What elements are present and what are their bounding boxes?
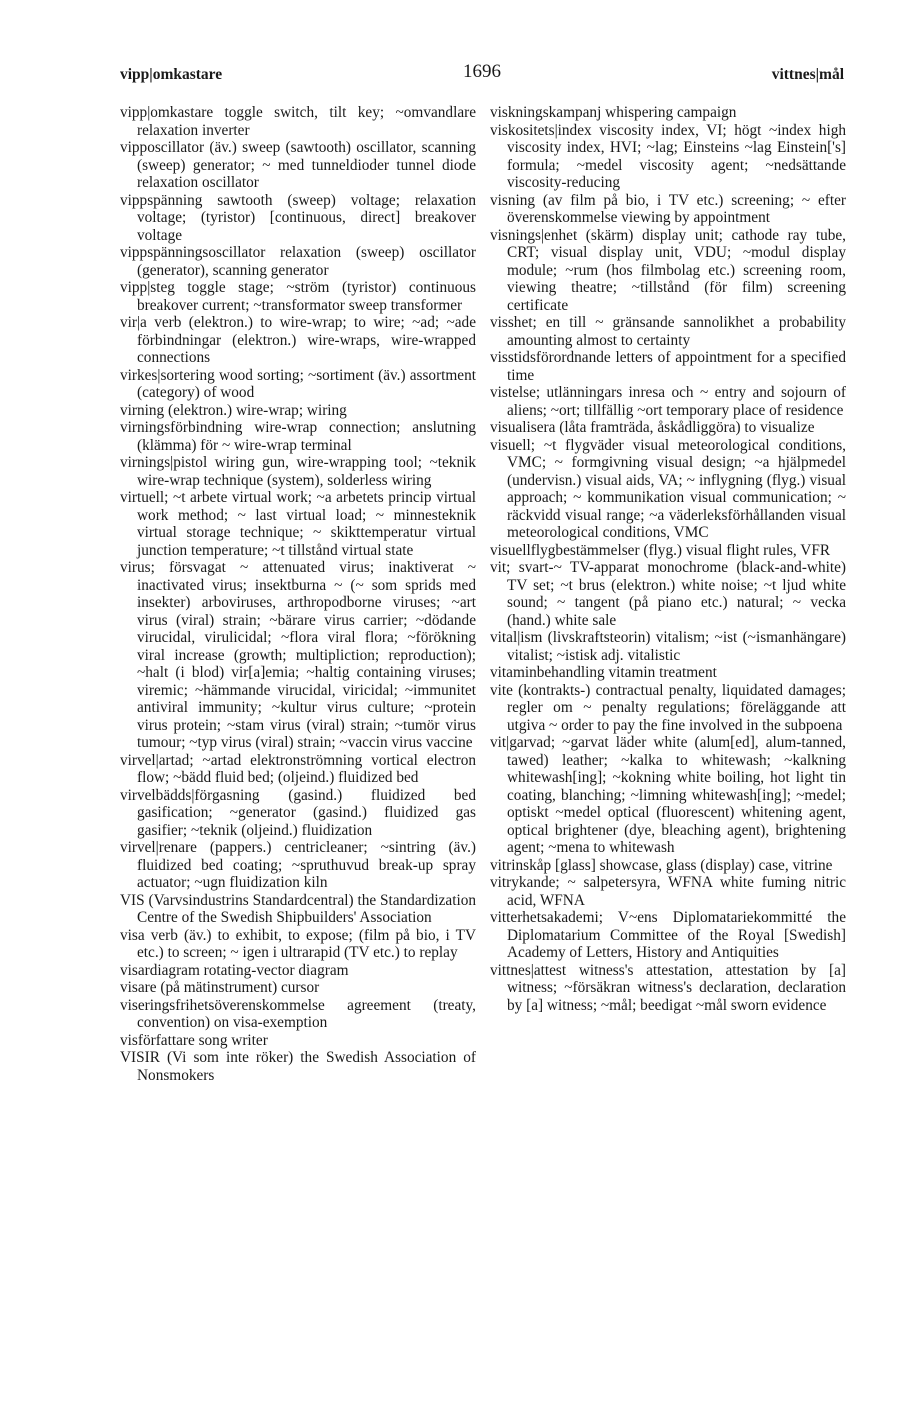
entry: visshet; en till ~ gränsande sannolikhet a probability amounting almost to certainty	[490, 314, 846, 349]
entry: visuellflygbestämmelser (flyg.) visual flight rules, VFR	[490, 541, 831, 559]
entry: vite (kontrakts-) contractual penalty, liquidated damages; regler om ~ penalty regulations; föreläggande att utgiva ~ order to pay the fine involved in the subpoena	[490, 681, 846, 734]
page-number: 1696	[463, 61, 501, 82]
left-column	[120, 104, 476, 1084]
entry: visnings|enhet (skärm) display unit; cathode ray tube, CRT; visual display unit, VDU; ~modul display module; ~rum (hos filmbolag etc.) screening room, viewing theatre; ~tillstånd (för film) screening certificate	[490, 226, 846, 314]
entry: vippspänningsoscillator relaxation (sweep) oscillator (generator), scanning generator	[120, 244, 476, 279]
entry: vippspänning sawtooth (sweep) voltage; relaxation voltage; (tyristor) [continuous, direct] breakover voltage	[120, 191, 476, 244]
entry: visare (på mätinstrument) cursor	[120, 979, 320, 996]
entry: virus; försvagat ~ attenuated virus; inaktiverat ~ inactivated virus; insektburna ~ (~ som sprids med insekter) arboviruses, arthropodborne viruses; ~art virus (viral) strain; ~bärare virus carrier; ~dödande virucidal, virulicidal; ~flora viral flora; ~förökning viral increase (growth; multipliction; reproduction); ~halt (i blod) vir[a]emia; ~haltig containing viruses; viremic; ~hämmande virucidal, viricidal; ~immunitet antiviral immunity; ~kultur virus culture; ~protein virus protein; ~stam virus (viral) strain; ~tumör virus tumour; ~typ virus (viral) strain; ~vaccin virus vaccine	[120, 559, 476, 751]
entry: vipp|omkastare toggle switch, tilt key; ~omvandlare relaxation inverter	[120, 104, 476, 139]
entry: vit; svart-~ TV-apparat monochrome (black-and-white) TV set; ~t brus (elektron.) white noise; ~t ljud white sound; ~ tangent (på piano etc.) natural; ~ vecka (hand.) white sale	[490, 559, 846, 629]
entry: virvel|artad; ~artad elektronströmning vortical electron flow; ~bädd fluid bed; (oljeind.) fluidized bed	[120, 751, 476, 786]
entry: visa verb (äv.) to exhibit, to expose; (film på bio, i TV etc.) to screen; ~ igen i ultrarapid (TV etc.) to replay	[120, 926, 476, 961]
page-header	[120, 61, 844, 88]
entry: vir|a verb (elektron.) to wire-wrap; to wire; ~ad; ~ade förbindningar (elektron.) wire-wraps, wire-wrapped connections	[120, 314, 476, 366]
entry: virkes|sortering wood sorting; ~sortiment (äv.) assortment (category) of wood	[120, 366, 476, 401]
entry: virnings|pistol wiring gun, wire-wrapping tool; ~teknik wire-wrap technique (system), solderless wiring	[120, 454, 476, 489]
left-guide-word: vipp|omkastare	[120, 66, 223, 83]
entry: vit|garvad; ~garvat läder white (alum[ed], alum-tanned, tawed) leather; ~kalka to whitewash; ~kalkning whitewash[ing]; ~kokning white boiling, hot light tin coating, blanching; ~limning whitewash[ing]; ~medel; optiskt ~medel optical (fluorescent) whitening agent, optical brightener (dye, bleaching agent), brightening agent; ~mena to whitewash	[490, 734, 846, 856]
entry: viskositets|index viscosity index, VI; högt ~index high viscosity index, HVI; ~lag; Einsteins ~lag Einstein['s] formula; ~medel viscosity agent; ~nedsättande viscosity-reducing	[490, 121, 846, 191]
entry: virvel|renare (pappers.) centricleaner; ~sintring (äv.) fluidized bed coating; ~spruthuvud break-up spray actuator; ~ugn fluidization kiln	[120, 839, 476, 891]
entry: virtuell; ~t arbete virtual work; ~a arbetets princip virtual work method; ~ last virtual load; ~ minnesteknik virtual storage technique; ~ skikttemperatur virtual junction temperature; ~t tillstånd virtual state	[120, 489, 476, 559]
entry: visstidsförordnande letters of appointment for a specified time	[490, 349, 846, 384]
entry: viskningskampanj whispering campaign	[490, 104, 737, 121]
entry: virvelbädds|förgasning (gasind.) fluidized bed gasification; ~generator (gasind.) fluidized gas gasifier; ~teknik (oljeind.) fluidization	[120, 786, 476, 839]
right-column	[490, 104, 846, 1014]
entry: visualisera (låta framträda, åskådliggöra) to visualize	[490, 419, 815, 436]
entry: vital|ism (livskraftsteorin) vitalism; ~ist (~ismanhängare) vitalist; ~istisk adj. vitalistic	[490, 629, 846, 664]
entry: virningsförbindning wire-wrap connection; anslutning (klämma) för ~ wire-wrap terminal	[120, 419, 476, 454]
entry: VIS (Varvsindustrins Standardcentral) the Standardization Centre of the Swedish Shipbuilders' Association	[120, 891, 476, 926]
entry: visardiagram rotating-vector diagram	[120, 961, 349, 979]
entry: vipp|steg toggle stage; ~ström (tyristor) continuous breakover current; ~transformator sweep transformer	[120, 279, 476, 314]
entry: vistelse; utlänningars inresa och ~ entry and sojourn of aliens; ~ort; tillfällig ~ort temporary place of residence	[490, 384, 846, 419]
entry: vitaminbehandling vitamin treatment	[490, 664, 717, 681]
entry: viseringsfrihetsöverenskommelse agreement (treaty, convention) on visa-exemption	[120, 996, 476, 1031]
entry: visning (av film på bio, i TV etc.) screening; ~ efter överenskommelse viewing by appointment	[490, 191, 846, 226]
entry: vipposcillator (äv.) sweep (sawtooth) oscillator, scanning (sweep) generator; ~ med tunneldioder tunnel diode relaxation oscillator	[120, 139, 476, 191]
right-guide-word: vittnes|mål	[771, 66, 844, 83]
entry: VISIR (Vi som inte röker) the Swedish Association of Nonsmokers	[120, 1049, 476, 1084]
entry: visförfattare song writer	[120, 1031, 268, 1049]
entry: visuell; ~t flygväder visual meteorological conditions, VMC; ~ formgivning visual design; ~a hjälpmedel (undervisn.) visual aids, VA; ~ inflygning (flyg.) visual approach; ~ kommunikation visual communication; ~ räckvidd visual range; ~a väderleksförhållanden visual meteorological conditions, VMC	[490, 436, 846, 541]
entry: vitrinskåp [glass] showcase, glass (display) case, vitrine	[490, 856, 833, 874]
entry: virning (elektron.) wire-wrap; wiring	[120, 401, 347, 419]
entry: vitterhetsakademi; V~ens Diplomatariekommitté the Diplomatarium Committee of the Royal [Swedish] Academy of Letters, History and Antiquities	[490, 909, 846, 961]
entry: vitrykande; ~ salpetersyra, WFNA white fuming nitric acid, WFNA	[490, 874, 846, 909]
entry: vittnes|attest witness's attestation, attestation by [a] witness; ~försäkran witness's declaration, declaration by [a] witness; ~mål; beedigat ~mål sworn evidence	[490, 961, 846, 1014]
